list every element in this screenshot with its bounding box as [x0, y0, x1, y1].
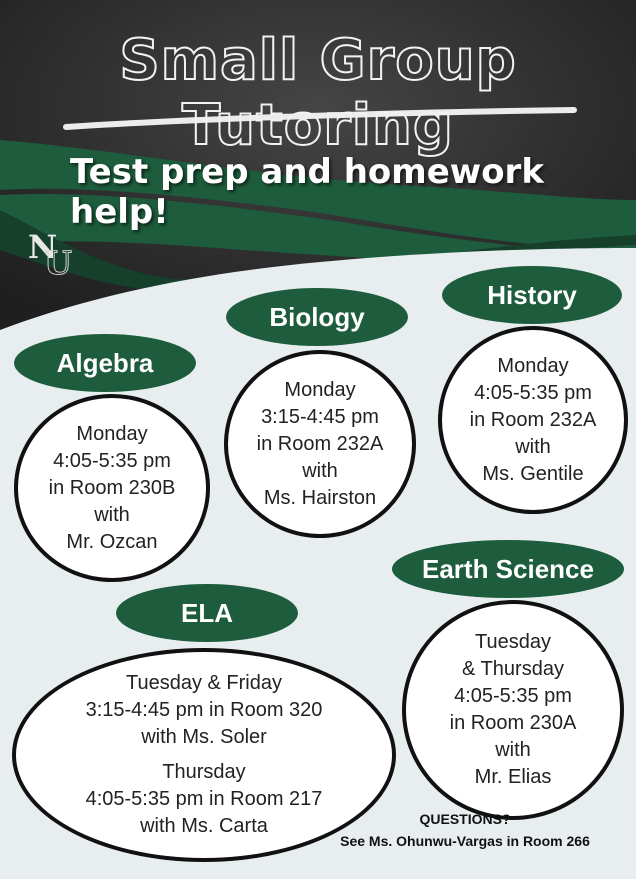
page-subtitle: Test prep and homework help!: [70, 152, 544, 232]
biology-name: Biology: [269, 301, 365, 332]
algebra-name: Algebra: [56, 347, 154, 378]
algebra-teacher: Mr. Ozcan: [66, 530, 158, 553]
page-title: Small Group Tutoring: [119, 28, 517, 158]
algebra-room: in Room 230B: [48, 476, 176, 499]
earth-science-name: Earth Science: [422, 553, 594, 584]
history-schedule: [438, 326, 628, 514]
history-with: with: [515, 435, 551, 458]
history-label: [442, 266, 622, 324]
algebra-with: with: [94, 503, 130, 526]
history-teacher: Ms. Gentile: [482, 462, 584, 485]
history-day: Monday: [497, 354, 569, 377]
biology-schedule: [224, 350, 416, 538]
biology-room: in Room 232A: [256, 432, 384, 455]
biology-time: 3:15-4:45 pm: [261, 405, 379, 428]
earth-science-schedule: [402, 600, 624, 820]
ela-name: ELA: [181, 597, 233, 628]
ela-session-2-teacher: with Ms. Carta: [140, 815, 268, 837]
history-room: in Room 232A: [469, 408, 597, 431]
earth-science-with: with: [495, 739, 531, 761]
algebra-label: [14, 334, 196, 392]
ela-session-1-day: Tuesday & Friday: [126, 672, 282, 694]
history-name: History: [487, 279, 577, 310]
questions-heading: QUESTIONS?: [419, 811, 511, 827]
earth-science-time: 4:05-5:35 pm: [454, 685, 572, 707]
biology-day: Monday: [284, 378, 356, 401]
questions-contact: See Ms. Ohunwu-Vargas in Room 266: [340, 833, 590, 849]
ela-session-1-teacher: with Ms. Soler: [141, 726, 267, 748]
earth-science-label: [392, 540, 624, 598]
biology-teacher: Ms. Hairston: [263, 486, 377, 509]
ela-session-1-time: 3:15-4:45 pm in Room 320: [85, 699, 323, 721]
ela-session-2-day: Thursday: [162, 761, 246, 783]
history-time: 4:05-5:35 pm: [474, 381, 592, 404]
logo-letter-u: U: [44, 244, 72, 282]
ela-label: [116, 584, 298, 642]
ela-session-2-time: 4:05-5:35 pm in Room 217: [85, 788, 323, 810]
earth-science-day-2: & Thursday: [462, 658, 564, 680]
school-logo: [28, 228, 76, 282]
algebra-day: Monday: [76, 422, 148, 445]
earth-science-room: in Room 230A: [449, 712, 577, 734]
logo-letter-n: N: [28, 228, 58, 266]
earth-science-teacher: Mr. Elias: [474, 766, 552, 788]
biology-with: with: [302, 459, 338, 482]
biology-label: [226, 288, 408, 346]
questions-footer: [300, 808, 630, 852]
earth-science-day-1: Tuesday: [475, 631, 551, 653]
algebra-time: 4:05-5:35 pm: [53, 449, 171, 472]
algebra-schedule: [14, 394, 210, 582]
